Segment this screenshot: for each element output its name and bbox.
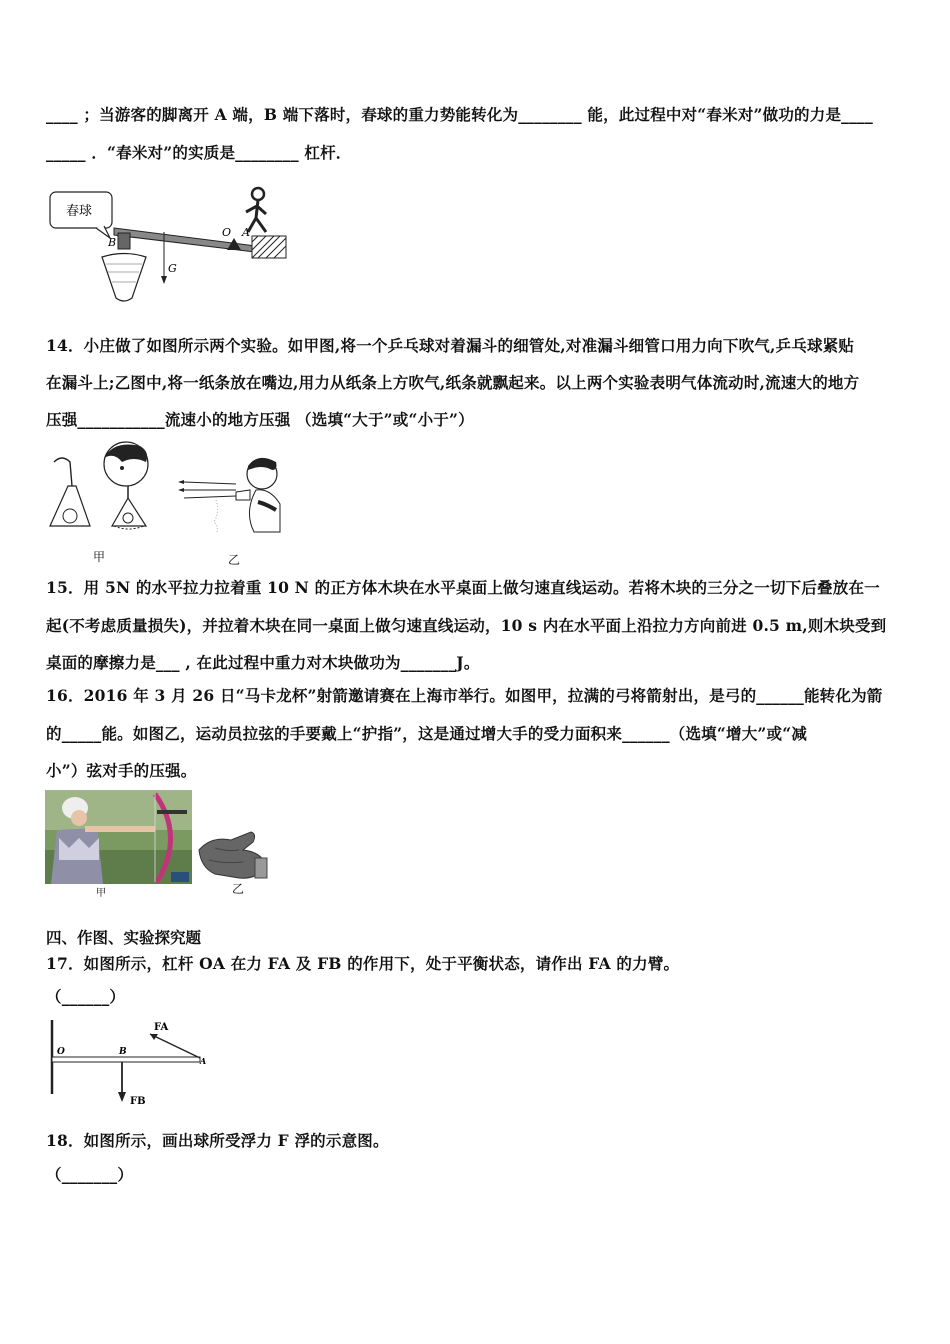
q18-line-1: 18．如图所示，画出球所受浮力 F 浮的示意图。	[46, 1131, 389, 1150]
q13-label-g: G	[168, 262, 177, 275]
q13-label-o: O	[222, 226, 232, 239]
q17-label-fa: FA	[154, 1022, 169, 1033]
q13-bubble-label: 春球	[66, 204, 93, 219]
q13-lever-figure	[46, 180, 296, 305]
q16-archer-photo	[45, 790, 192, 884]
q13-line-1: ____ ；当游客的脚离开 A 端，B 端下落时，春球的重力势能转化为________ 能，此过程中对“春米对”做功的力是____	[46, 105, 873, 124]
q13-label-b: B	[108, 236, 117, 249]
section-4-title: 四、作图、实验探究题	[46, 928, 202, 947]
q14-line-3: 压强___________流速小的地方压强 （选填“大于”或“小于”）	[46, 410, 474, 429]
q16-finger-guard-photo	[195, 828, 270, 883]
q15-line-3: 桌面的摩擦力是___ , 在此过程中重力对木块做功为_______J。	[46, 653, 480, 672]
q17-answer: （______）	[46, 987, 126, 1006]
q14-label-jia: 甲	[93, 550, 106, 564]
q17-label-a: A	[200, 1056, 207, 1066]
q16-line-2: 的_____能。如图乙，运动员拉弦的手要戴上“护指”，这是通过增大手的受力面积来______（选填“增大”或“减	[46, 724, 808, 743]
q14-experiment-figure	[44, 442, 284, 542]
q17-lever-figure	[46, 1016, 221, 1108]
q13-label-a: A	[242, 226, 250, 239]
q17-label-b: B	[119, 1047, 127, 1057]
q16-label-yi: 乙	[232, 882, 245, 896]
q17-line-1: 17．如图所示，杠杆 OA 在力 FA 及 FB 的作用下，处于平衡状态，请作出 FA 的力臂。	[46, 954, 680, 973]
q17-label-o: O	[57, 1047, 65, 1057]
q14-label-yi: 乙	[228, 553, 241, 567]
q16-line-1: 16．2016 年 3 月 26 日“马卡龙杯”射箭邀请赛在上海市举行。如图甲，拉满的弓将箭射出，是弓的______能转化为箭	[46, 686, 883, 705]
q18-answer: （_______）	[46, 1165, 134, 1184]
q13-line-2: _____ ．“春米对”的实质是________ 杠杆．	[46, 143, 352, 162]
q15-line-2: 起(不考虑质量损失)，并拉着木块在同一桌面上做匀速直线运动，10 s 内在水平面上沿拉力方向前进 0.5 m,则木块受到	[46, 616, 887, 635]
q15-line-1: 15．用 5N 的水平拉力拉着重 10 N 的正方体木块在水平桌面上做匀速直线运动。若将木块的三分之一切下后叠放在一	[46, 578, 880, 597]
q14-line-1: 14．小庄做了如图所示两个实验。如甲图,将一个乒乓球对着漏斗的细管处,对准漏斗细管口用力向下吹气,乒乓球紧贴	[46, 336, 855, 355]
q17-label-fb: FB	[130, 1096, 146, 1107]
q16-label-jia: 甲	[96, 888, 106, 899]
q16-line-3: 小”）弦对手的压强。	[46, 761, 197, 780]
q14-line-2: 在漏斗上;乙图中,将一纸条放在嘴边,用力从纸条上方吹气,纸条就飘起来。以上两个实验表明气体流动时,流速大的地方	[46, 373, 860, 392]
